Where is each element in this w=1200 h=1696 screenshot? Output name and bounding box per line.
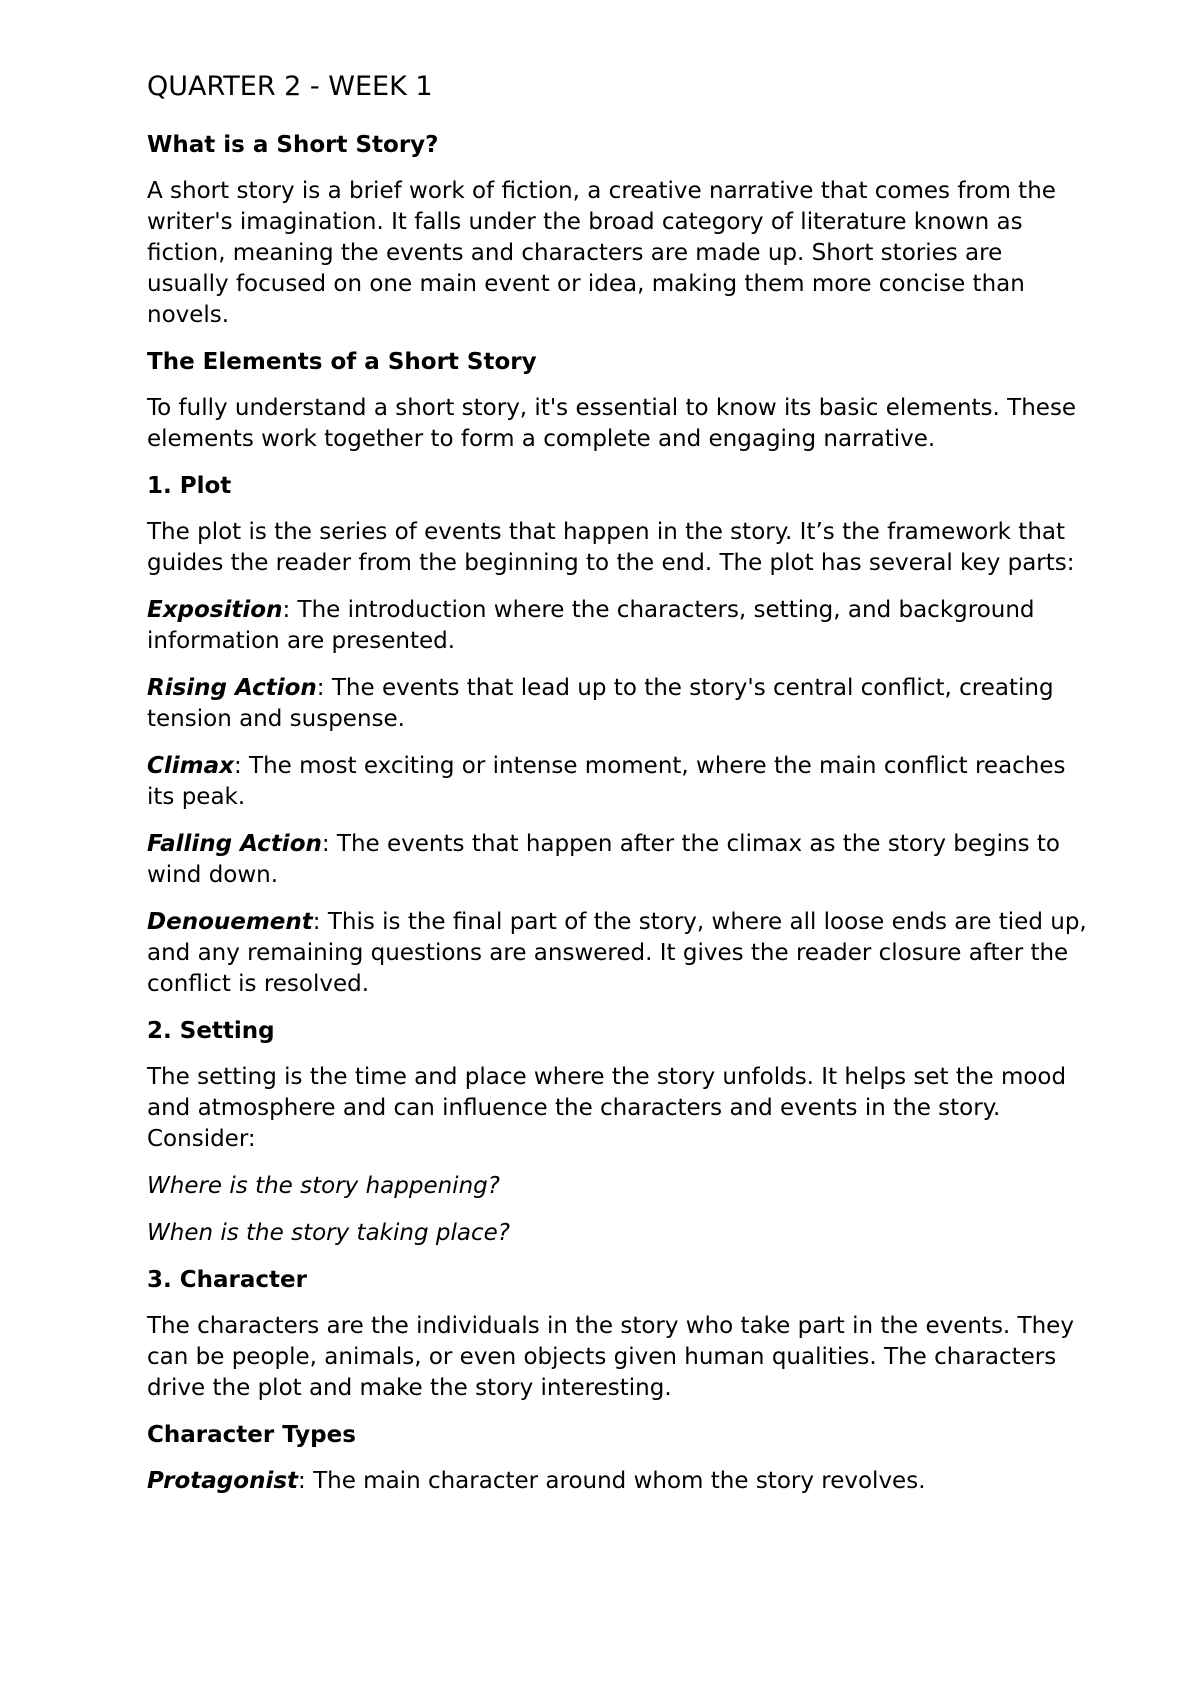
paragraph-short-story-definition: A short story is a brief work of fiction, a creative narrative that comes from the writer's imagination. It falls under the broad category of literature known as fiction, meaning the events and characters are made up. Short stories are usually focused on one main event or idea, making them more concise than novels. — [147, 178, 1056, 328]
section-heading-character-types: Character Types — [147, 1422, 356, 1448]
section-heading-character: 3. Character — [147, 1267, 307, 1293]
term-name: Denouement — [147, 909, 313, 935]
plot-part-climax — [147, 751, 1087, 813]
setting-question-when: When is the story taking place? — [147, 1220, 510, 1246]
section-heading-plot: 1. Plot — [147, 473, 232, 499]
term-name: Protagonist — [147, 1468, 299, 1494]
term-name: Exposition — [147, 597, 283, 623]
paragraph-setting: The setting is the time and place where the story unfolds. It helps set the mood and atmosphere and can influence the characters and events in the story. Consider: — [147, 1064, 1067, 1152]
plot-part-falling-action — [147, 829, 1087, 891]
paragraph-elements-intro: To fully understand a short story, it's essential to know its basic elements. These elements work together to form a complete and engaging narrative. — [147, 395, 1077, 452]
paragraph-character: The characters are the individuals in the story who take part in the events. They can be people, animals, or even objects given human qualities. The characters drive the plot and make the story interesting. — [147, 1313, 1074, 1401]
term-name: Climax — [147, 753, 234, 779]
document-title: QUARTER 2 - WEEK 1 — [147, 71, 433, 102]
term-definition: : The most exciting or intense moment, where the main conflict reaches its peak. — [147, 753, 1066, 810]
term-name: Rising Action — [147, 675, 317, 701]
character-type-protagonist — [147, 1466, 1087, 1497]
term-definition: : This is the final part of the story, where all loose ends are tied up, and any remaining questions are answered. It gives the reader closure after the conflict is resolved. — [147, 909, 1087, 997]
section-heading-setting: 2. Setting — [147, 1018, 275, 1044]
term-name: Falling Action — [147, 831, 322, 857]
term-definition: : The introduction where the characters, setting, and background information are presented. — [147, 597, 1035, 654]
plot-part-exposition — [147, 595, 1087, 657]
section-heading-short-story: What is a Short Story? — [147, 132, 439, 158]
paragraph-plot: The plot is the series of events that happen in the story. It’s the framework that guides the reader from the beginning to the end. The plot has several key parts: — [147, 519, 1075, 576]
setting-question-where: Where is the story happening? — [147, 1173, 500, 1199]
plot-part-rising-action — [147, 673, 1087, 735]
term-definition: : The events that happen after the climax as the story begins to wind down. — [147, 831, 1060, 888]
document-page — [147, 70, 1087, 1513]
section-heading-elements: The Elements of a Short Story — [147, 349, 537, 375]
plot-part-denouement — [147, 907, 1087, 1000]
term-definition: : The events that lead up to the story's central conflict, creating tension and suspense. — [147, 675, 1054, 732]
term-definition: : The main character around whom the story revolves. — [298, 1468, 926, 1494]
